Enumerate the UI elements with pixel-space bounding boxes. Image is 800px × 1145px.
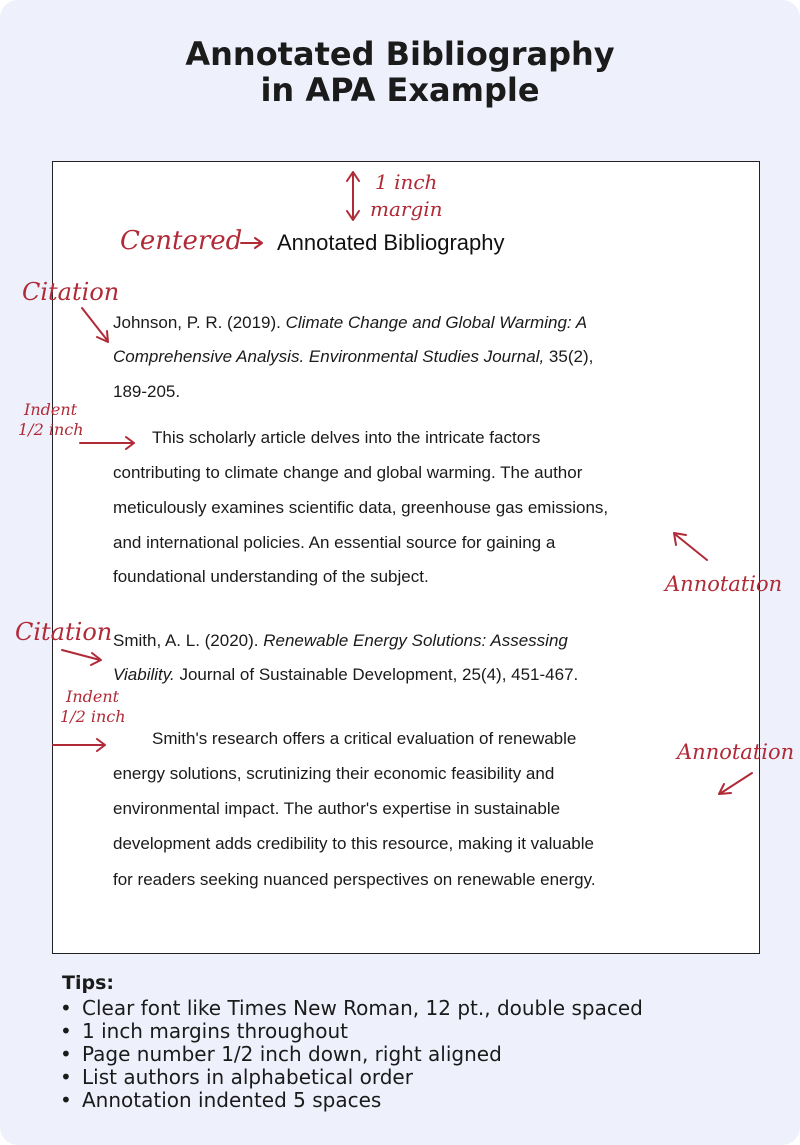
indent-note-1-line-1: Indent bbox=[24, 400, 78, 419]
down-right-arrow-icon bbox=[82, 308, 108, 342]
annotation-1-line: and international policies. An essential source for gaining a bbox=[113, 533, 556, 552]
right-arrow-icon bbox=[241, 238, 262, 248]
indent-note-1-line-2: 1/2 inch bbox=[18, 420, 84, 439]
annotation-note-1: Annotation bbox=[665, 572, 783, 596]
document-heading: Annotated Bibliography bbox=[277, 230, 505, 255]
right-arrow-icon bbox=[53, 739, 105, 751]
tip-item: • Page number 1/2 inch down, right aligned bbox=[60, 1042, 502, 1066]
annotation-1-line: foundational understanding of the subject. bbox=[113, 567, 429, 586]
annotation-note-2: Annotation bbox=[677, 740, 795, 764]
citation-1-line-3: 189-205. bbox=[113, 382, 181, 401]
down-left-arrow-icon bbox=[719, 773, 752, 794]
margin-note-line-2: margin bbox=[370, 197, 443, 221]
tip-item: • Clear font like Times New Roman, 12 pt., double spaced bbox=[60, 996, 643, 1020]
right-arrow-icon bbox=[62, 650, 101, 665]
citation-2-line-2: Viability. Journal of Sustainable Development, 25(4), 451-467. bbox=[113, 665, 579, 684]
annotation-1-line: meticulously examines scientific data, greenhouse gas emissions, bbox=[113, 498, 609, 517]
citation-1-line-1: Johnson, P. R. (2019). Climate Change and Global Warming: A bbox=[113, 313, 588, 332]
annotation-2-line: energy solutions, scrutinizing their economic feasibility and bbox=[113, 764, 555, 783]
citation-note-2: Citation bbox=[15, 618, 113, 646]
right-arrow-icon bbox=[80, 437, 134, 449]
annotation-2-line: Smith's research offers a critical evaluation of renewable bbox=[152, 729, 577, 748]
title-line-2: in APA Example bbox=[260, 71, 540, 109]
citation-2-line-1: Smith, A. L. (2020). Renewable Energy Solutions: Assessing bbox=[113, 631, 568, 650]
tips-heading: Tips: bbox=[62, 972, 114, 994]
annotation-2-line: for readers seeking nuanced perspectives on renewable energy. bbox=[113, 870, 596, 889]
title-line-1: Annotated Bibliography bbox=[185, 35, 615, 73]
tip-item: • 1 inch margins throughout bbox=[60, 1019, 348, 1043]
centered-note: Centered bbox=[120, 226, 243, 256]
annotation-1-line: contributing to climate change and global warming. The author bbox=[113, 463, 583, 482]
margin-note-line-1: 1 inch bbox=[375, 170, 438, 194]
indent-note-2-line-2: 1/2 inch bbox=[60, 707, 126, 726]
annotation-2-line: environmental impact. The author's expertise in sustainable bbox=[113, 799, 561, 818]
up-left-arrow-icon bbox=[674, 533, 707, 560]
tip-item: • List authors in alphabetical order bbox=[60, 1065, 413, 1089]
citation-1-line-2: Comprehensive Analysis. Environmental Studies Journal, 35(2), bbox=[113, 347, 594, 366]
citation-note-1: Citation bbox=[22, 278, 120, 306]
double-arrow-icon bbox=[347, 172, 359, 220]
annotation-2-line: development adds credibility to this resource, making it valuable bbox=[113, 834, 594, 853]
indent-note-2-line-1: Indent bbox=[66, 687, 120, 706]
tip-item: • Annotation indented 5 spaces bbox=[60, 1088, 382, 1112]
annotation-1-line: This scholarly article delves into the intricate factors bbox=[152, 428, 541, 447]
